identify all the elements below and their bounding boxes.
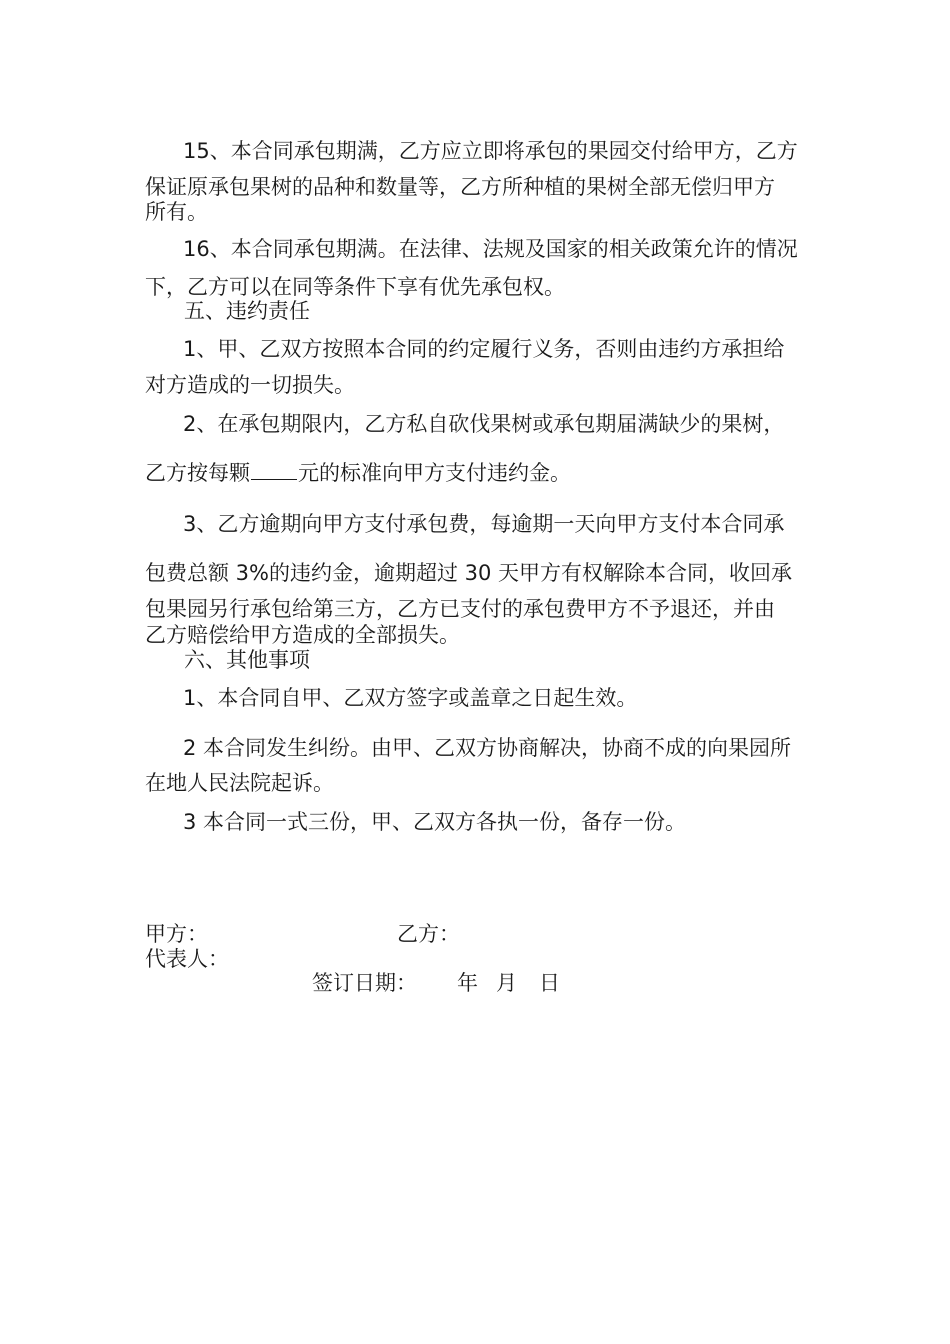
section-5-clause-2-line-2 bbox=[145, 458, 571, 488]
section-6-title: 六、其他事项 bbox=[184, 648, 310, 672]
clause-15-line-3: 所有。 bbox=[145, 200, 208, 224]
section-5-clause-1-line-1: 1、甲、乙双方按照本合同的约定履行义务，否则由违约方承担给 bbox=[183, 337, 785, 361]
date-year: 年 bbox=[457, 971, 478, 995]
section-6-clause-1: 1、本合同自甲、乙双方签字或盖章之日起生效。 bbox=[183, 686, 638, 710]
section-5-clause-3-line-4: 乙方赔偿给甲方造成的全部损失。 bbox=[145, 623, 460, 647]
section-6-clause-2-line-1: 2 本合同发生纠纷。由甲、乙双方协商解决，协商不成的向果园所 bbox=[183, 736, 792, 760]
clause-2-text-after-blank: 元的标准向甲方支付违约金。 bbox=[298, 461, 571, 485]
clause-16-line-2: 下，乙方可以在同等条件下享有优先承包权。 bbox=[145, 275, 565, 299]
section-5-clause-2-line-1: 2、在承包期限内，乙方私自砍伐果树或承包期届满缺少的果树， bbox=[183, 412, 785, 436]
date-day: 日 bbox=[539, 971, 560, 995]
party-a-label: 甲方： bbox=[145, 922, 208, 946]
signing-date bbox=[312, 969, 560, 997]
amount-blank-field bbox=[251, 459, 297, 480]
section-5-clause-1-line-2: 对方造成的一切损失。 bbox=[145, 373, 355, 397]
signing-date-label: 签订日期： bbox=[312, 971, 417, 995]
clause-15-line-1: 15、本合同承包期满，乙方应立即将承包的果园交付给甲方，乙方 bbox=[183, 139, 798, 163]
section-6-clause-3: 3 本合同一式三份，甲、乙双方各执一份，备存一份。 bbox=[183, 810, 687, 834]
clause-15-line-2: 保证原承包果树的品种和数量等，乙方所种植的果树全部无偿归甲方 bbox=[145, 175, 775, 199]
section-5-clause-3-line-3: 包果园另行承包给第三方，乙方已支付的承包费甲方不予退还，并由 bbox=[145, 597, 775, 621]
section-5-clause-3-line-1: 3、乙方逾期向甲方支付承包费，每逾期一天向甲方支付本合同承 bbox=[183, 512, 785, 536]
section-5-title: 五、违约责任 bbox=[184, 299, 310, 323]
clause-2-text-before-blank: 乙方按每颗 bbox=[145, 461, 250, 485]
party-b-label: 乙方： bbox=[397, 922, 460, 946]
section-6-clause-2-line-2: 在地人民法院起诉。 bbox=[145, 771, 334, 795]
section-5-clause-3-line-2: 包费总额 3%的违约金，逾期超过 30 天甲方有权解除本合同，收回承 bbox=[145, 561, 793, 585]
date-month: 月 bbox=[496, 971, 517, 995]
clause-16-line-1: 16、本合同承包期满。在法律、法规及国家的相关政策允许的情况 bbox=[183, 237, 798, 261]
representative-label: 代表人： bbox=[145, 947, 229, 971]
